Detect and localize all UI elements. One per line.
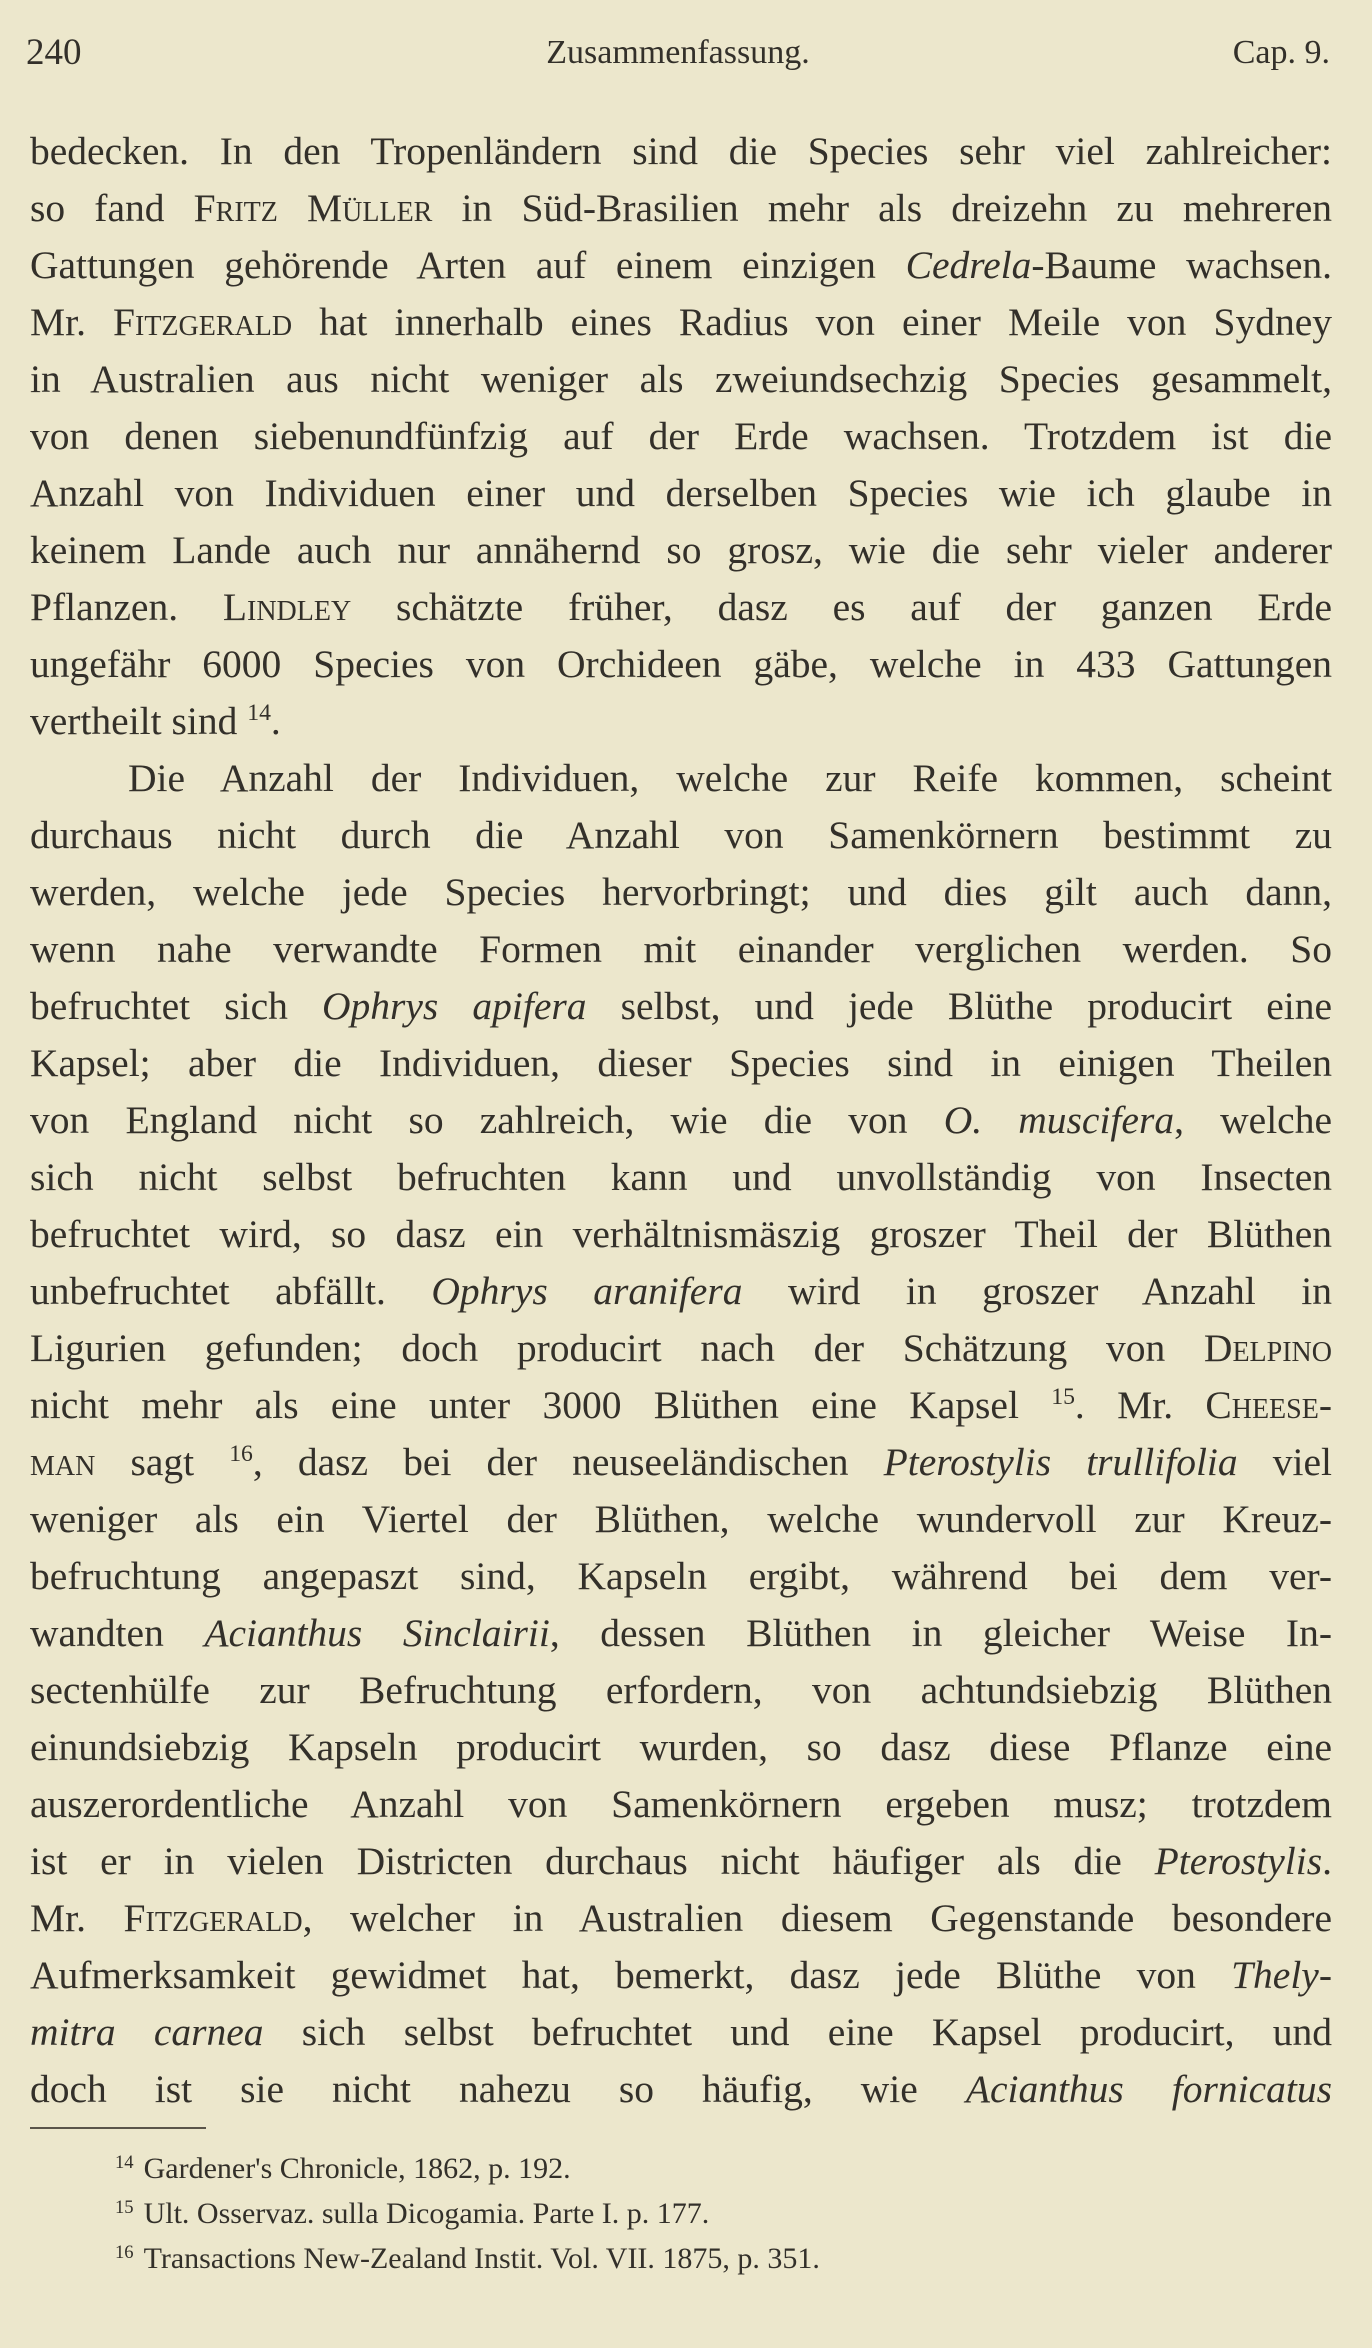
text-line: weniger als ein Viertel der Blüthen, welche wundervoll zur Kreuz- — [30, 1497, 1332, 1541]
text-line: von England nicht so zahlreich, wie die von O. muscifera, welche — [30, 1098, 1332, 1142]
text-line: unbefruchtet abfällt. Ophrys aranifera wird in groszer Anzahl in — [30, 1269, 1333, 1313]
text-line: befruchtung angepaszt sind, Kapseln ergibt, während bei dem ver- — [30, 1554, 1332, 1598]
text-line: Die Anzahl der Individuen, welche zur Reife kommen, scheint — [128, 756, 1332, 800]
text-line: durchaus nicht durch die Anzahl von Samenkörnern bestimmt zu — [30, 813, 1332, 857]
text-line: Mr. Fitzgerald, welcher in Australien diesem Gegenstande besondere — [30, 1896, 1332, 1940]
text-line: einundsiebzig Kapseln producirt wurden, so dasz diese Pflanze eine — [30, 1725, 1332, 1769]
running-title: Zusammenfassung. — [546, 34, 810, 71]
text-line: Mr. Fitzgerald hat innerhalb eines Radius von einer Meile von Sydney — [30, 300, 1332, 344]
footnote-mark: 16 — [115, 2242, 134, 2263]
text-line: in Australien aus nicht weniger als zweiundsechzig Species gesammelt, — [30, 357, 1332, 401]
text-line: mitra carnea sich selbst befruchtet und eine Kapsel producirt, und — [30, 2010, 1332, 2054]
text-line: befruchtet wird, so dasz ein verhältnismäszig groszer Theil der Blüthen — [30, 1212, 1332, 1256]
footnote — [115, 2230, 820, 2275]
footnote-ref: 14 — [247, 699, 271, 726]
text-line: Gattungen gehörende Arten auf einem einzigen Cedrela-Baume wachsen. — [30, 243, 1332, 287]
text-line: vertheilt sind $^{14}$. — [30, 699, 281, 743]
text-line: Kapsel; aber die Individuen, dieser Species sind in einigen Theilen — [30, 1041, 1332, 1085]
footnote-ref: 16 — [229, 1440, 253, 1467]
text-line: doch ist sie nicht nahezu so häufig, wie Acianthus fornicatus — [30, 2067, 1332, 2111]
footnote — [115, 2140, 820, 2185]
text-line: Anzahl von Individuen einer und derselben Species wie ich glaube in — [30, 471, 1332, 515]
text-line: wandten Acianthus Sinclairii, dessen Blüthen in gleicher Weise In- — [30, 1611, 1332, 1655]
text-line: von denen siebenundfünfzig auf der Erde wachsen. Trotzdem ist die — [30, 414, 1332, 458]
text-line: auszerordentliche Anzahl von Samenkörnern ergeben musz; trotzdem — [30, 1782, 1332, 1826]
footnote-mark: 15 — [115, 2197, 134, 2218]
text-line: sich nicht selbst befruchten kann und unvollständig von Insecten — [30, 1155, 1332, 1199]
footnote-text: Ult. Osservaz. sulla Dicogamia. Parte I. p. 177. — [143, 2197, 710, 2231]
text-line: befruchtet sich Ophrys apifera selbst, und jede Blüthe producirt eine — [30, 984, 1332, 1028]
chapter-label: Cap. 9. — [1232, 34, 1330, 71]
text-line: werden, welche jede Species hervorbringt; und dies gilt auch dann, — [30, 870, 1332, 914]
text-line: ungefähr 6000 Species von Orchideen gäbe, welche in 433 Gattungen — [30, 642, 1332, 686]
text-line: bedecken. In den Tropenländern sind die Species sehr viel zahlreicher: — [30, 129, 1332, 173]
text-line: keinem Lande auch nur annähernd so grosz, wie die sehr vieler anderer — [30, 528, 1332, 572]
text-line: ist er in vielen Districten durchaus nicht häufiger als die Pterostylis. — [30, 1839, 1332, 1883]
text-line: sectenhülfe zur Befruchtung erfordern, von achtundsiebzig Blüthen — [30, 1668, 1332, 1712]
footnote-text: Gardener's Chronicle, 1862, p. 192. — [143, 2152, 571, 2186]
footnote-text: Transactions New-Zealand Instit. Vol. VII. 1875, p. 351. — [143, 2242, 820, 2276]
page-number: 240 — [26, 32, 82, 73]
body-text — [30, 123, 1332, 2118]
footnote-mark: 14 — [115, 2152, 134, 2173]
text-line: nicht mehr als eine unter 3000 Blüthen eine Kapsel $^{15}$. Mr. Cheese- — [30, 1383, 1332, 1427]
text-line: so fand Fritz Müller in Süd-Brasilien mehr als dreizehn zu mehreren — [30, 186, 1332, 230]
text-line: wenn nahe verwandte Formen mit einander verglichen werden. So — [30, 927, 1332, 971]
footnote-divider — [30, 2127, 206, 2129]
footnote — [115, 2185, 820, 2230]
text-line: Ligurien gefunden; doch producirt nach der Schätzung von Delpino — [30, 1326, 1332, 1370]
footnotes — [115, 2140, 820, 2275]
text-line: Aufmerksamkeit gewidmet hat, bemerkt, dasz jede Blüthe von Thely- — [30, 1953, 1332, 1997]
page-header — [26, 28, 1330, 78]
text-line: man sagt $^{16}$, dasz bei der neuseeländischen Pterostylis trullifolia viel — [30, 1440, 1332, 1484]
footnote-ref: 15 — [1051, 1383, 1075, 1410]
text-line: Pflanzen. Lindley schätzte früher, dasz es auf der ganzen Erde — [30, 585, 1332, 629]
